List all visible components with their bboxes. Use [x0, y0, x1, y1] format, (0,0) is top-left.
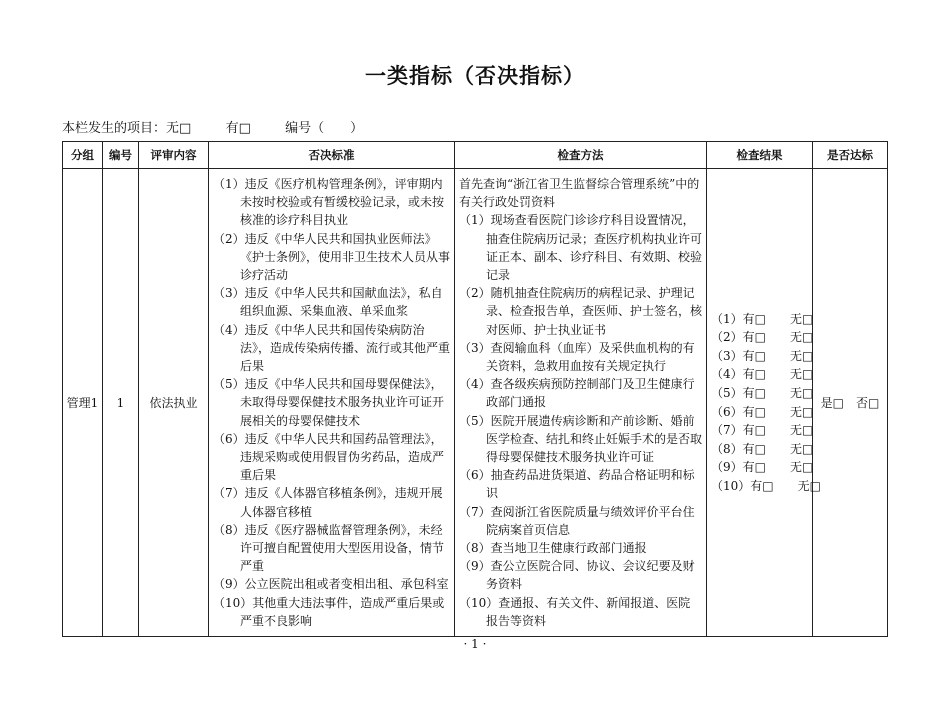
- result-item: （3）有□ 无□: [711, 348, 814, 363]
- header-result: 检查结果: [707, 142, 813, 169]
- list-item: （2）随机抽查住院病历的病程记录、护理记录、检查报告单，查医师、护士签名，核对医师、护士执业证书: [459, 286, 703, 337]
- cell-number: 1: [103, 169, 139, 637]
- list-item: （10）查通报、有关文件、新闻报道、医院报告等资料: [459, 595, 691, 628]
- result-list: [707, 310, 821, 496]
- header-criteria: 否决标准: [209, 142, 455, 169]
- item-number-label: 编号（ ）: [285, 121, 364, 136]
- result-item: （6）有□ 无□: [711, 404, 814, 419]
- cell-compliance: 是□ 否□: [813, 169, 888, 637]
- header-number: 编号: [103, 142, 139, 169]
- method-intro: 首先查询“浙江省卫生监督综合管理系统”中的有关行政处罚资料: [459, 177, 700, 210]
- criteria-list: [209, 169, 454, 636]
- result-item: （2）有□ 无□: [711, 330, 814, 345]
- result-item: （9）有□ 无□: [711, 460, 814, 475]
- result-item: （5）有□ 无□: [711, 385, 814, 400]
- items-none-label: 本栏发生的项目：无□: [62, 121, 192, 136]
- header-method: 检查方法: [455, 142, 707, 169]
- list-item: （2）违反《中华人民共和国执业医师法》《护士条例》，使用非卫生技术人员从事诊疗活动: [213, 231, 451, 283]
- result-item: （1）有□ 无□: [711, 311, 814, 326]
- table-row: [63, 169, 888, 637]
- list-item: （3）违反《中华人民共和国献血法》，私自组织血源、采集血液、单采血浆: [213, 286, 443, 319]
- list-item: （5）医院开展遗传病诊断和产前诊断、婚前医学检查、结扎和终止妊娠手术的是否取得母婴保健技术服务执业许可证: [459, 413, 703, 465]
- list-item: （8）查当地卫生健康行政部门通报: [459, 541, 647, 556]
- result-item: （4）有□ 无□: [711, 367, 814, 382]
- list-item: （9）公立医院出租或者变相出租、承包科室: [213, 577, 449, 592]
- result-item: （10）有□ 无□: [711, 478, 821, 493]
- list-item: （4）违反《中华人民共和国传染病防治法》，造成传染病传播、流行或其他严重后果: [213, 322, 451, 374]
- header-compliance: 是否达标: [813, 142, 888, 169]
- list-item: （8）违反《医疗器械监督管理条例》，未经许可擅自配置使用大型医用设备，情节严重: [213, 522, 445, 574]
- items-has-label: 有□: [225, 121, 251, 136]
- method-list: [459, 211, 702, 630]
- method-block: [455, 169, 706, 636]
- list-item: （6）违反《中华人民共和国药品管理法》，违规采购或使用假冒伪劣药品，造成严重后果: [213, 431, 445, 483]
- cell-content: 依法执业: [139, 169, 209, 637]
- table-header-row: [63, 142, 888, 169]
- list-item: （5）违反《中华人民共和国母婴保健法》，未取得母婴保健技术服务执业许可证开展相关的母婴保健技术: [213, 377, 445, 428]
- cell-criteria: [209, 169, 455, 637]
- list-item: （4）查各级疾病预防控制部门及卫生健康行政部门通报: [459, 377, 695, 410]
- list-item: （9）查公立医院合同、协议、会议纪要及财务资料: [459, 559, 695, 592]
- item-status-line: [62, 117, 363, 136]
- header-content: 评审内容: [139, 142, 209, 169]
- page-title: 一类指标（否决指标）: [365, 63, 585, 88]
- veto-indicator-table: [62, 141, 888, 637]
- page-number: · 1 ·: [463, 637, 487, 651]
- list-item: （3）查阅输血科（血库）及采供血机构的有关资料，急救用血按有关规定执行: [459, 340, 695, 374]
- list-item: （1）现场查看医院门诊诊疗科目设置情况，抽查住院病历记录；查医疗机构执业许可证正本、副本、诊疗科目、有效期、校验记录: [459, 213, 703, 283]
- list-item: （7）违反《人体器官移植条例》，违规开展人体器官移植: [213, 486, 443, 519]
- result-item: （7）有□ 无□: [711, 423, 814, 438]
- list-item: （7）查阅浙江省医院质量与绩效评价平台住院病案首页信息: [459, 504, 695, 537]
- list-item: （6）抽查药品进货渠道、药品合格证明和标识: [459, 468, 695, 501]
- list-item: （10）其他重大违法事件，造成严重后果或严重不良影响: [213, 595, 445, 628]
- cell-method: [455, 169, 707, 637]
- cell-result: [707, 169, 821, 637]
- result-item: （8）有□ 无□: [711, 441, 814, 456]
- list-item: （1）违反《医疗机构管理条例》，评审期内未按时校验或有暂缓校验记录，或未按核准的诊疗科目执业: [213, 177, 445, 228]
- cell-group: 管理1: [63, 169, 103, 637]
- header-group: 分组: [63, 142, 103, 169]
